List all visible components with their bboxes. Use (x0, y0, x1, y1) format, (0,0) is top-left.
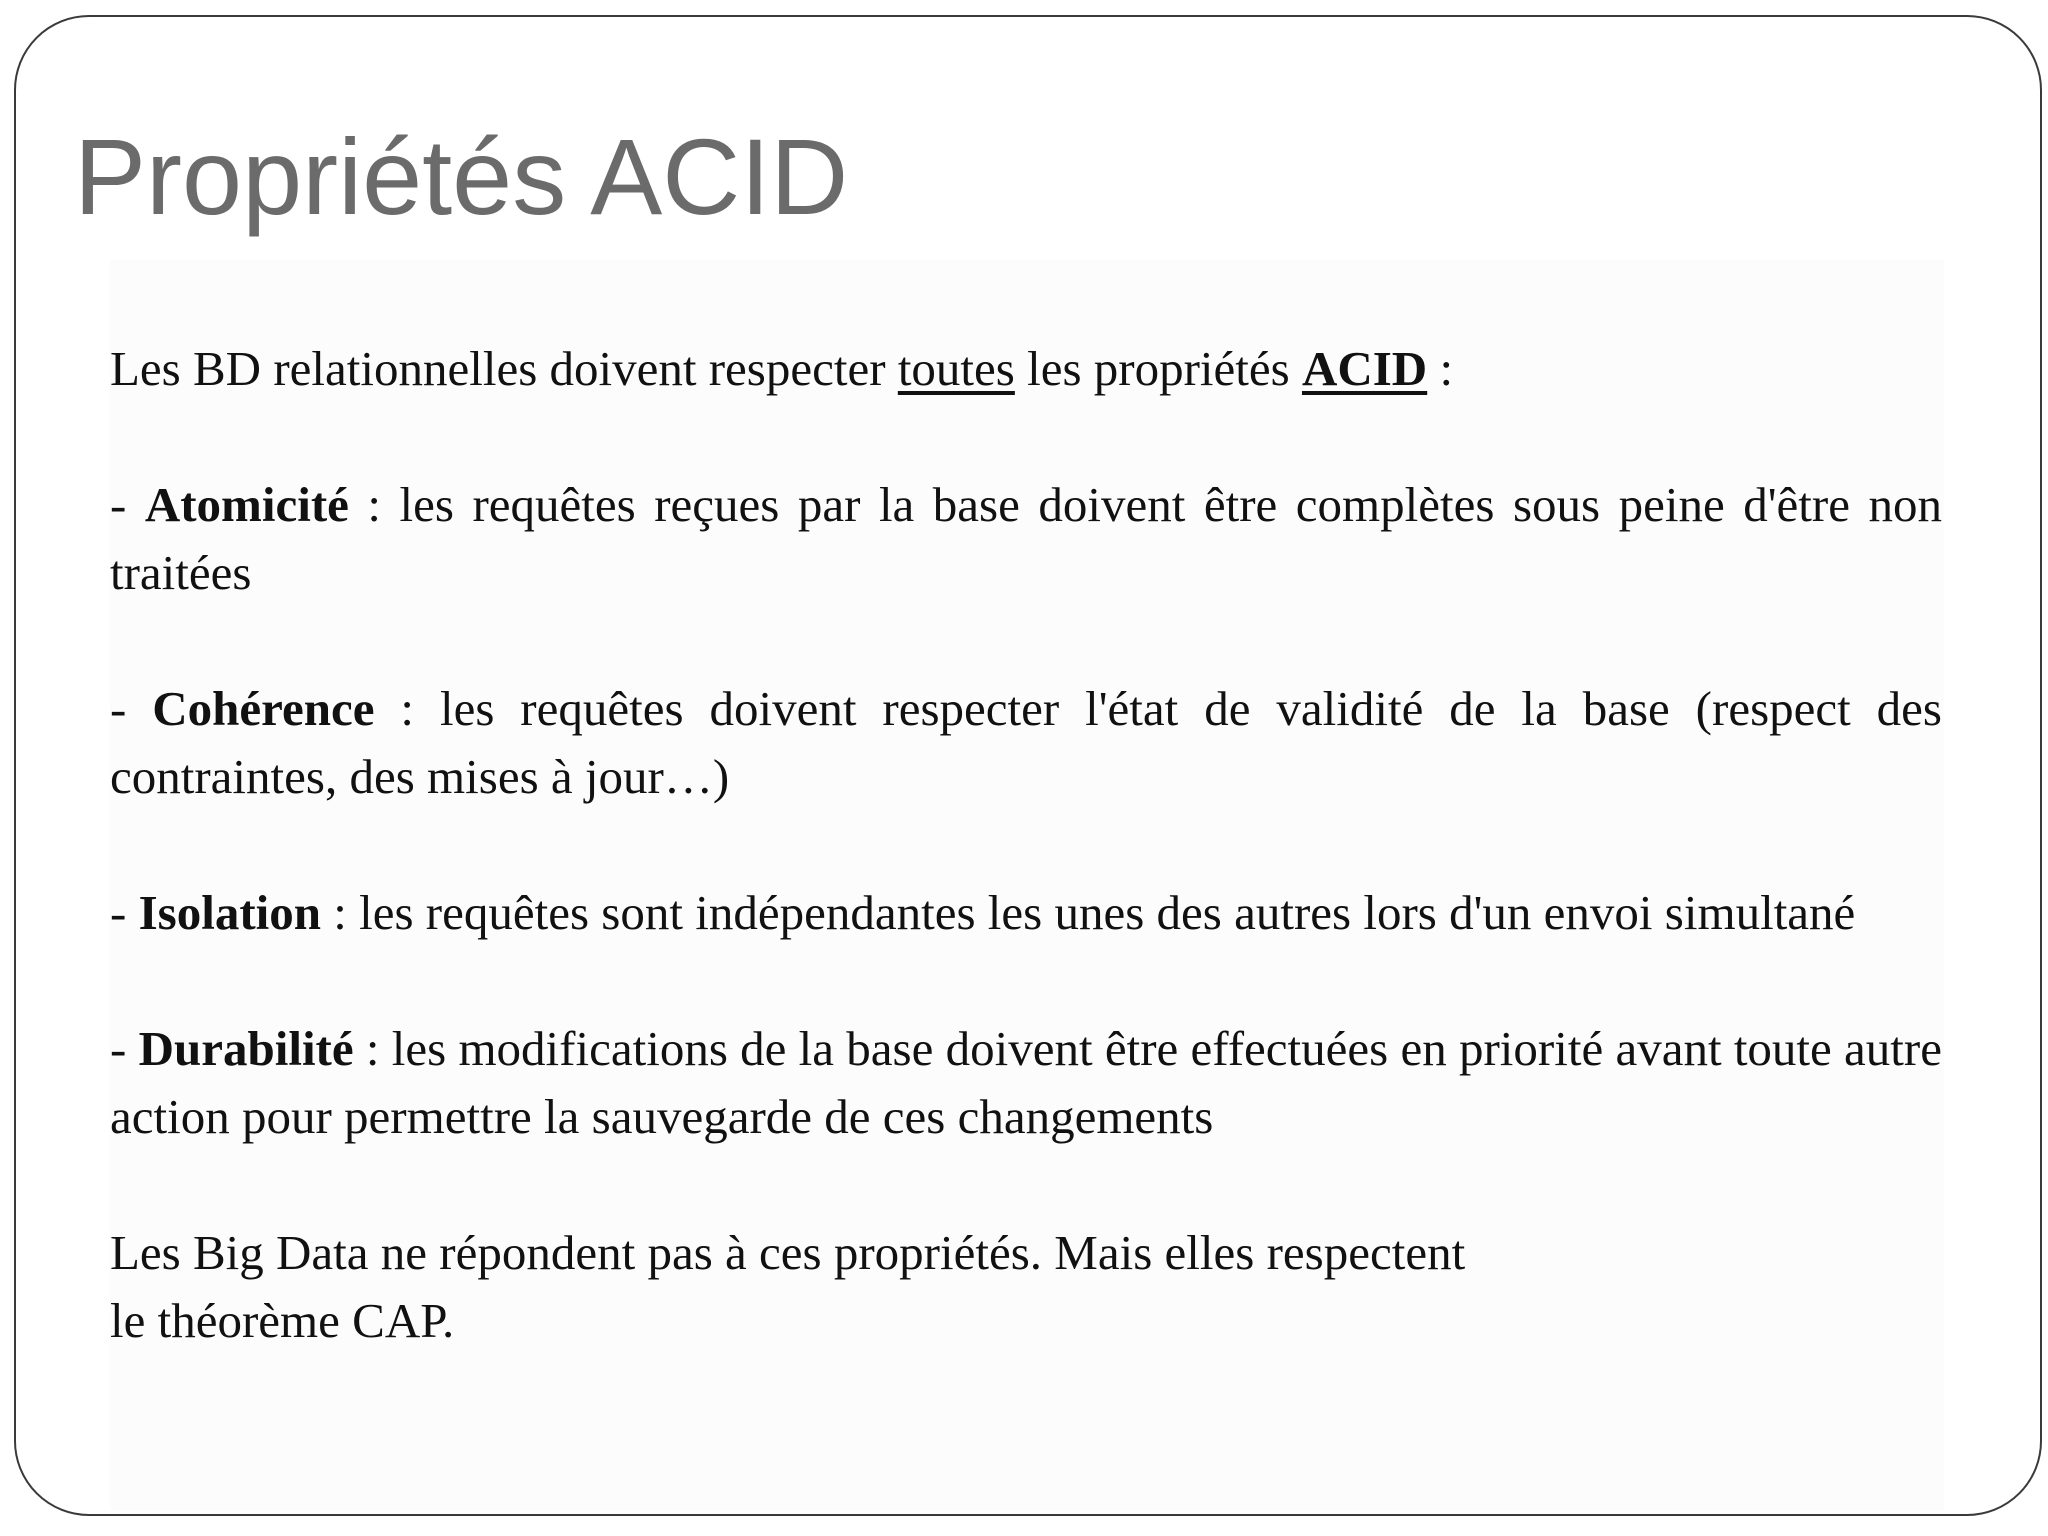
property-coherence (110, 675, 1942, 811)
slide-title: Propriétés ACID (74, 116, 849, 237)
property-description: : les requêtes reçues par la base doivent être complètes sous peine d'être non traitées (110, 477, 1942, 600)
property-term: Isolation (138, 885, 322, 940)
property-dash: - (110, 885, 139, 940)
property-term: Cohérence (152, 681, 375, 736)
intro-text-after: : (1427, 341, 1454, 396)
property-atomicite (110, 471, 1942, 607)
property-durabilite (110, 1015, 1942, 1151)
intro-underlined-word: toutes (897, 341, 1015, 396)
property-description: : les requêtes doivent respecter l'état de validité de la base (respect des contraintes, des mises à jour…) (110, 681, 1942, 804)
property-term: Durabilité (138, 1021, 354, 1076)
conclusion-line-1: Les Big Data ne répondent pas à ces propriétés. Mais elles respectent (110, 1225, 1466, 1280)
property-description: : les requêtes sont indépendantes les unes des autres lors d'un envoi simultané (321, 885, 1856, 940)
slide-body (110, 335, 1942, 1355)
property-dash: - (110, 681, 153, 736)
intro-acid-word: ACID (1301, 341, 1428, 396)
property-description: : les modifications de la base doivent être effectuées en priorité avant toute autre action pour permettre la sauvegarde de ces changements (110, 1021, 1942, 1144)
conclusion-paragraph (110, 1219, 1942, 1355)
property-dash: - (110, 477, 145, 532)
intro-text-middle: les propriétés (1014, 341, 1302, 396)
property-isolation (110, 879, 1942, 947)
intro-paragraph (110, 335, 1942, 403)
property-term: Atomicité (144, 477, 349, 532)
conclusion-line-2: le théorème CAP. (110, 1293, 455, 1348)
property-dash: - (110, 1021, 139, 1076)
intro-text-before: Les BD relationnelles doivent respecter (110, 341, 898, 396)
